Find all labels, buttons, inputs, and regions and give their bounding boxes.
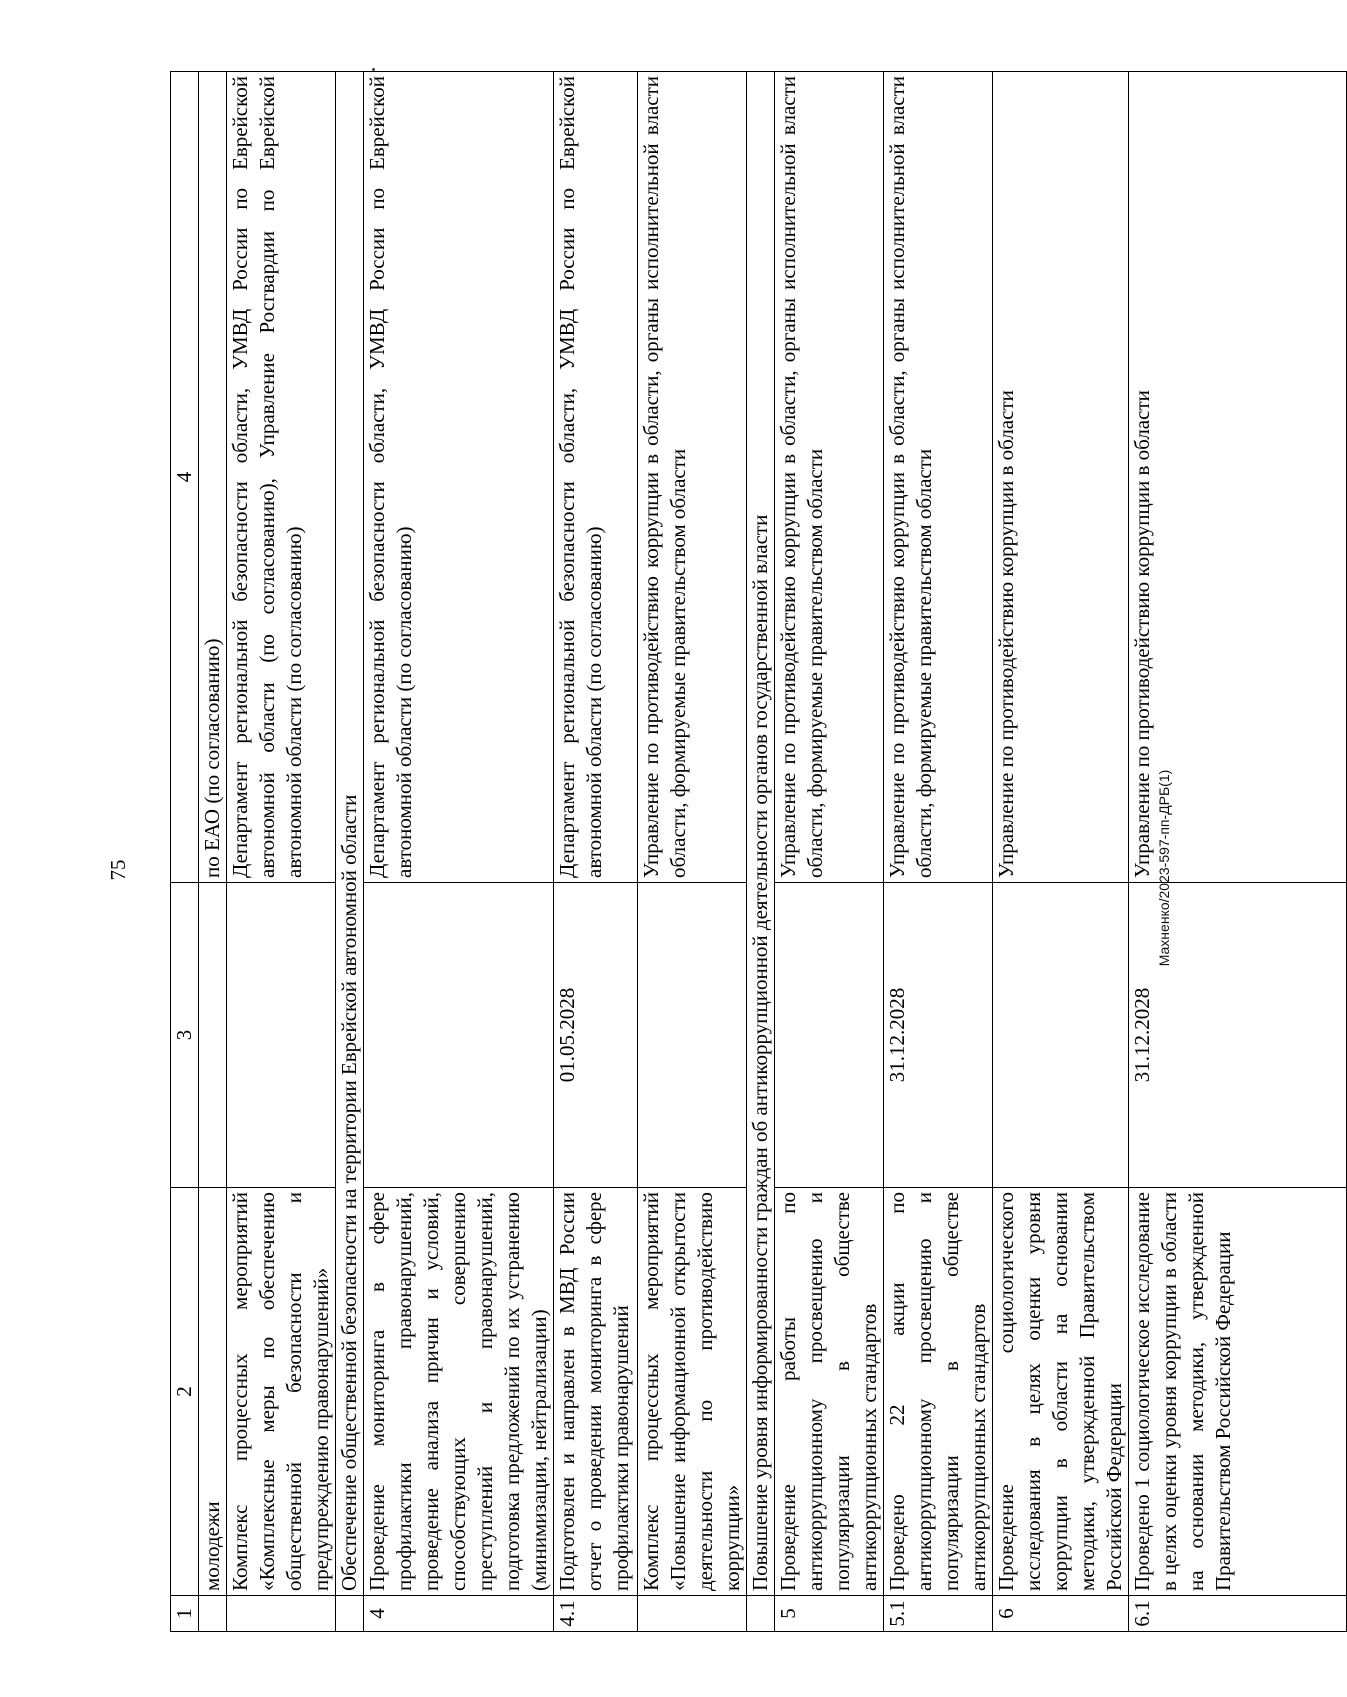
row-number [747, 1596, 775, 1632]
table-row [554, 72, 638, 1632]
row-responsible: Управление по противодействию коррупции в области [1129, 72, 1347, 883]
row-deadline: 01.05.2028 [554, 883, 638, 1188]
row-deadline [227, 883, 336, 1188]
header-col-1: 1 [171, 1596, 199, 1632]
row-number: 4.1 [554, 1596, 638, 1632]
plan-table [170, 71, 1347, 1632]
row-responsible: Управление по противодействию коррупции в области, органы исполнительной власти области, формируемые правительством области [884, 72, 993, 883]
row-number: 6.1 [1129, 1596, 1347, 1632]
row-responsible: Управление по противодействию коррупции в области, органы исполнительной власти области, формируемые правительством области [775, 72, 884, 883]
section-title: Обеспечение общественной безопасности на территории Еврейской автономной области [336, 72, 364, 1596]
table-row [1129, 72, 1347, 1632]
row-number [227, 1596, 336, 1632]
table-row [364, 72, 554, 1632]
table-row [993, 72, 1129, 1632]
row-deadline [638, 883, 747, 1188]
row-activity: Проведение социологического исследования в целях оценки уровня коррупции в области на основании методики, утвержденной Правительством Российской Федерации [993, 1188, 1129, 1596]
row-activity: Подготовлен и направлен в МВД России отчет о проведении мониторинга в сфере профилактики правонарушений [554, 1188, 638, 1596]
row-responsible: Департамент региональной безопасности области, УМВД России по Еврейской автономной области (по согласованию), Управление Росгвардии по Еврейской автономной области (по согласованию) [227, 72, 336, 883]
row-deadline: 31.12.2028 [1129, 883, 1347, 1188]
row-deadline: 31.12.2028 [884, 883, 993, 1188]
section-row [747, 72, 775, 1632]
row-responsible: Управление по противодействию коррупции в области [993, 72, 1129, 883]
row-responsible: Департамент региональной безопасности области, УМВД России по Еврейской автономной области (по согласованию) [364, 72, 554, 883]
row-activity: Проведение работы по антикоррупционному просвещению и популяризации в обществе антикоррупционных стандартов [775, 1188, 884, 1596]
row-responsible: по ЕАО (по согласованию) [199, 72, 227, 883]
table-row [884, 72, 993, 1632]
document-code: Махненко/2023-597-пп-ДРБ(1) [1156, 769, 1172, 967]
table-row [638, 72, 747, 1632]
row-responsible: Управление по противодействию коррупции в области, органы исполнительной власти области, формируемые правительством области [638, 72, 747, 883]
table-row [775, 72, 884, 1632]
row-activity: Проведено 22 акции по антикоррупционному просвещению и популяризации в обществе антикоррупционных стандартов [884, 1188, 993, 1596]
row-number: 5.1 [884, 1596, 993, 1632]
row-activity: Комплекс процессных мероприятий «Повышение информационной открытости деятельности по противодействию коррупции» [638, 1188, 747, 1596]
row-number [199, 1596, 227, 1632]
table-row [227, 72, 336, 1632]
page-number: 75 [106, 859, 130, 881]
row-deadline [775, 883, 884, 1188]
table-header-row [171, 72, 199, 1632]
row-number: 6 [993, 1596, 1129, 1632]
row-number [638, 1596, 747, 1632]
table-row [199, 72, 227, 1632]
row-activity: Проведено 1 социологическое исследование в целях оценки уровня коррупции в области на основании методики, утвержденной Правительством Российской Федерации [1129, 1188, 1347, 1596]
section-title: Повышение уровня информированности граждан об антикоррупционной деятельности органов государственной власти [747, 72, 775, 1596]
row-deadline [199, 883, 227, 1188]
row-number: 4 [364, 1596, 554, 1632]
header-col-2: 2 [171, 1188, 199, 1596]
row-deadline [993, 883, 1129, 1188]
row-number [336, 1596, 364, 1632]
row-number: 5 [775, 1596, 884, 1632]
row-activity: молодежи [199, 1188, 227, 1596]
row-deadline [364, 883, 554, 1188]
header-col-3: 3 [171, 883, 199, 1188]
section-row [336, 72, 364, 1632]
row-responsible: Департамент региональной безопасности области, УМВД России по Еврейской автономной области (по согласованию) [554, 72, 638, 883]
header-col-4: 4 [171, 72, 199, 883]
row-activity: Проведение мониторинга в сфере профилактики правонарушений, проведение анализа причин и условий, способствующих совершению преступлений и правонарушений, подготовка предложений по их устранению (минимизации, нейтрализации) [364, 1188, 554, 1596]
row-activity: Комплекс процессных мероприятий «Комплексные меры по обеспечению общественной безопасности и предупреждению правонарушений» [227, 1188, 336, 1596]
